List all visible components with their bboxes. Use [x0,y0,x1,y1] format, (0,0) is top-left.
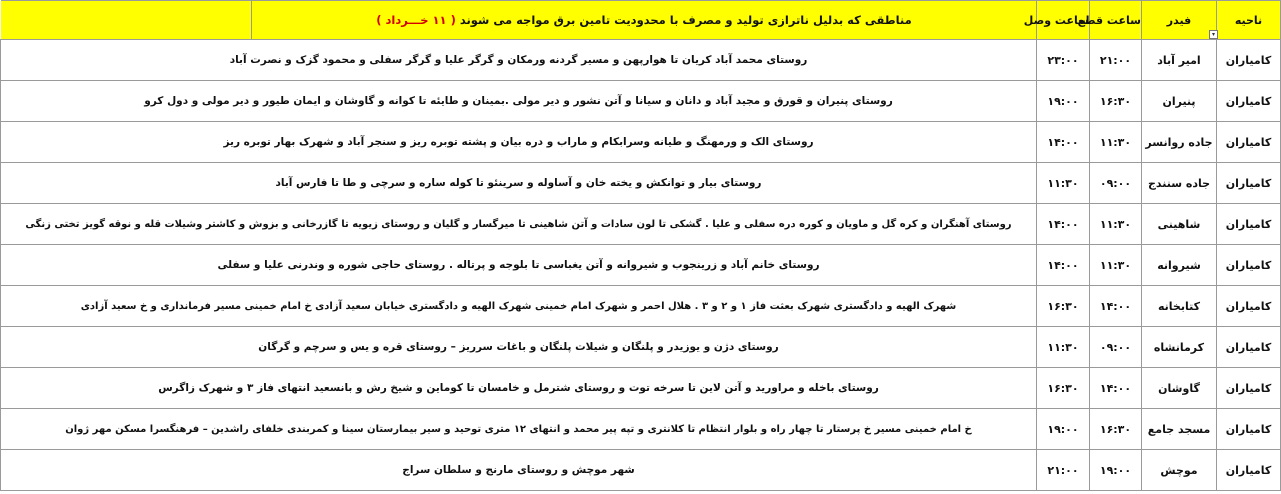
affected-areas-cell: خ امام خمینی مسیر خ پرستار تا چهار راه و بلوار انتظام تا کلانتری و تپه پیر محمد و انتهای ۱۲ متری توحید و سیر بیمارستان سینا و کمربندی خلفای راشدین – فرهنگسرا مسکن مهر ژوان [1,409,1037,450]
cut-time-cell: ۱۴:۰۰ [1090,368,1142,409]
title-date: ( ۱۱ خـــرداد ) [376,13,456,27]
connect-time-cell: ۱۴:۰۰ [1037,204,1090,245]
cut-time-cell: ۱۹:۰۰ [1090,450,1142,491]
feeder-cell: پنیران [1142,81,1217,122]
feeder-cell: امیر آباد [1142,40,1217,81]
feeder-cell: شاهینی [1142,204,1217,245]
region-cell: کامیاران [1217,409,1281,450]
feeder-cell: موچش [1142,450,1217,491]
affected-areas-cell: روستای خانم آباد و زرینجوب و شیروانه و آتن یغباسی تا بلوجه و پرتاله . روستای حاجی شوره و وندرنی علیا و سفلی [1,245,1037,286]
feeder-cell: کرمانشاه [1142,327,1217,368]
connect-time-cell: ۱۴:۰۰ [1037,245,1090,286]
feeder-cell: گاوشان [1142,368,1217,409]
connect-time-header: ساعت وصل [1037,1,1090,40]
region-cell: کامیاران [1217,204,1281,245]
connect-time-cell: ۲۱:۰۰ [1037,450,1090,491]
table-row [1,81,1281,122]
table-row [1,368,1281,409]
connect-time-cell: ۱۶:۳۰ [1037,368,1090,409]
region-cell: کامیاران [1217,81,1281,122]
cut-time-cell: ۱۴:۰۰ [1090,286,1142,327]
feeder-header: فیدر [1142,1,1217,40]
cut-time-cell: ۰۹:۰۰ [1090,163,1142,204]
affected-areas-cell: روستای بیار و توانکش و یخته خان و آساوله و سرینئو تا کوله ساره و سرچی و طا تا فارس آباد [1,163,1037,204]
table-row [1,327,1281,368]
cut-time-cell: ۱۶:۳۰ [1090,81,1142,122]
affected-areas-cell: روستای الک و ورمهنگ و طیانه وسرابکام و ماراب و دره بیان و پشته توبره ریز و سنجر آباد و شهرک بهار توبره ریز [1,122,1037,163]
region-cell: کامیاران [1217,368,1281,409]
cut-time-cell: ۱۱:۳۰ [1090,204,1142,245]
table-row [1,40,1281,81]
header-row [1,1,1281,40]
feeder-cell: جاده سنندج [1142,163,1217,204]
connect-time-cell: ۲۳:۰۰ [1037,40,1090,81]
cut-time-header: ساعت قطع [1090,1,1142,40]
affected-areas-cell: شهرک الهیه و دادگستری شهرک بعثت فاز ۱ و ۲ و ۳ . هلال احمر و شهرک امام خمینی شهرک الهیه و دادگستری خیابان سعید آزادی خ امام خمینی مسیر فرمانداری و خ سعید آزادی [1,286,1037,327]
table-row [1,122,1281,163]
feeder-cell: مسجد جامع [1142,409,1217,450]
affected-areas-cell: روستای محمد آباد کریان تا هوارپهن و مسیر گردنه ورمکان و گرگر علیا و گرگر سفلی و محمود گزک و نصرت آباد [1,40,1037,81]
table-row [1,409,1281,450]
header-blank [1,1,252,40]
title-main: مناطقی که بدلیل ناترازی تولید و مصرف با محدودیت تامین برق مواجه می شوند [459,13,912,27]
region-cell: کامیاران [1217,245,1281,286]
table-row [1,450,1281,491]
region-cell: کامیاران [1217,327,1281,368]
table-row [1,286,1281,327]
region-cell: کامیاران [1217,450,1281,491]
affected-areas-cell: روستای دژن و یوزیدر و پلنگان و شیلات پلنگان و باغات سرریز – روستای قره و یس و سرچم و گرگان [1,327,1037,368]
region-cell: کامیاران [1217,286,1281,327]
cut-time-cell: ۱۶:۳۰ [1090,409,1142,450]
table-row [1,163,1281,204]
affected-areas-cell: شهر موچش و روستای مارنج و سلطان سراج [1,450,1037,491]
cut-time-cell: ۰۹:۰۰ [1090,327,1142,368]
affected-areas-cell: روستای آهنگران و کره گل و ماویان و کوره دره سفلی و علیا . گشکی تا لون سادات و آتن شاهینی تا میرگسار و گلیان و روستای زیویه تا گازرخانی و بزوش و کاشتر وشیلات قله و نوقه گویز تختی زنگی [1,204,1037,245]
cut-time-cell: ۱۱:۳۰ [1090,122,1142,163]
connect-time-cell: ۱۹:۰۰ [1037,81,1090,122]
region-cell: کامیاران [1217,40,1281,81]
feeder-cell: شیروانه [1142,245,1217,286]
filter-dropdown-icon[interactable]: ▾ [1209,30,1218,39]
cut-time-cell: ۲۱:۰۰ [1090,40,1142,81]
affected-areas-cell: روستای پنیران و قورق و مجید آباد و دانان و سیانا و آتن نشور و دیر مولی .بمینان و طایئه تا کوانه و گاوشان و ایمان طیور و دیر مولی و دول کرو [1,81,1037,122]
region-cell: کامیاران [1217,122,1281,163]
connect-time-cell: ۱۴:۰۰ [1037,122,1090,163]
region-cell: کامیاران [1217,163,1281,204]
connect-time-cell: ۱۹:۰۰ [1037,409,1090,450]
connect-time-cell: ۱۱:۳۰ [1037,327,1090,368]
region-header: ناحیه [1217,1,1281,40]
connect-time-cell: ۱۶:۳۰ [1037,286,1090,327]
cut-time-cell: ۱۱:۳۰ [1090,245,1142,286]
feeder-cell: کتابخانه [1142,286,1217,327]
affected-areas-cell: روستای باخله و مراورید و آتن لاین تا سرخه توت و روستای شترمل و خامسان تا کوماین و شیخ رش و بانسعید انتهای فاز ۳ و شهرک زاگرس [1,368,1037,409]
table-row [1,204,1281,245]
table-row [1,245,1281,286]
title-header [252,1,1037,40]
connect-time-cell: ۱۱:۳۰ [1037,163,1090,204]
feeder-cell: جاده روانسر [1142,122,1217,163]
